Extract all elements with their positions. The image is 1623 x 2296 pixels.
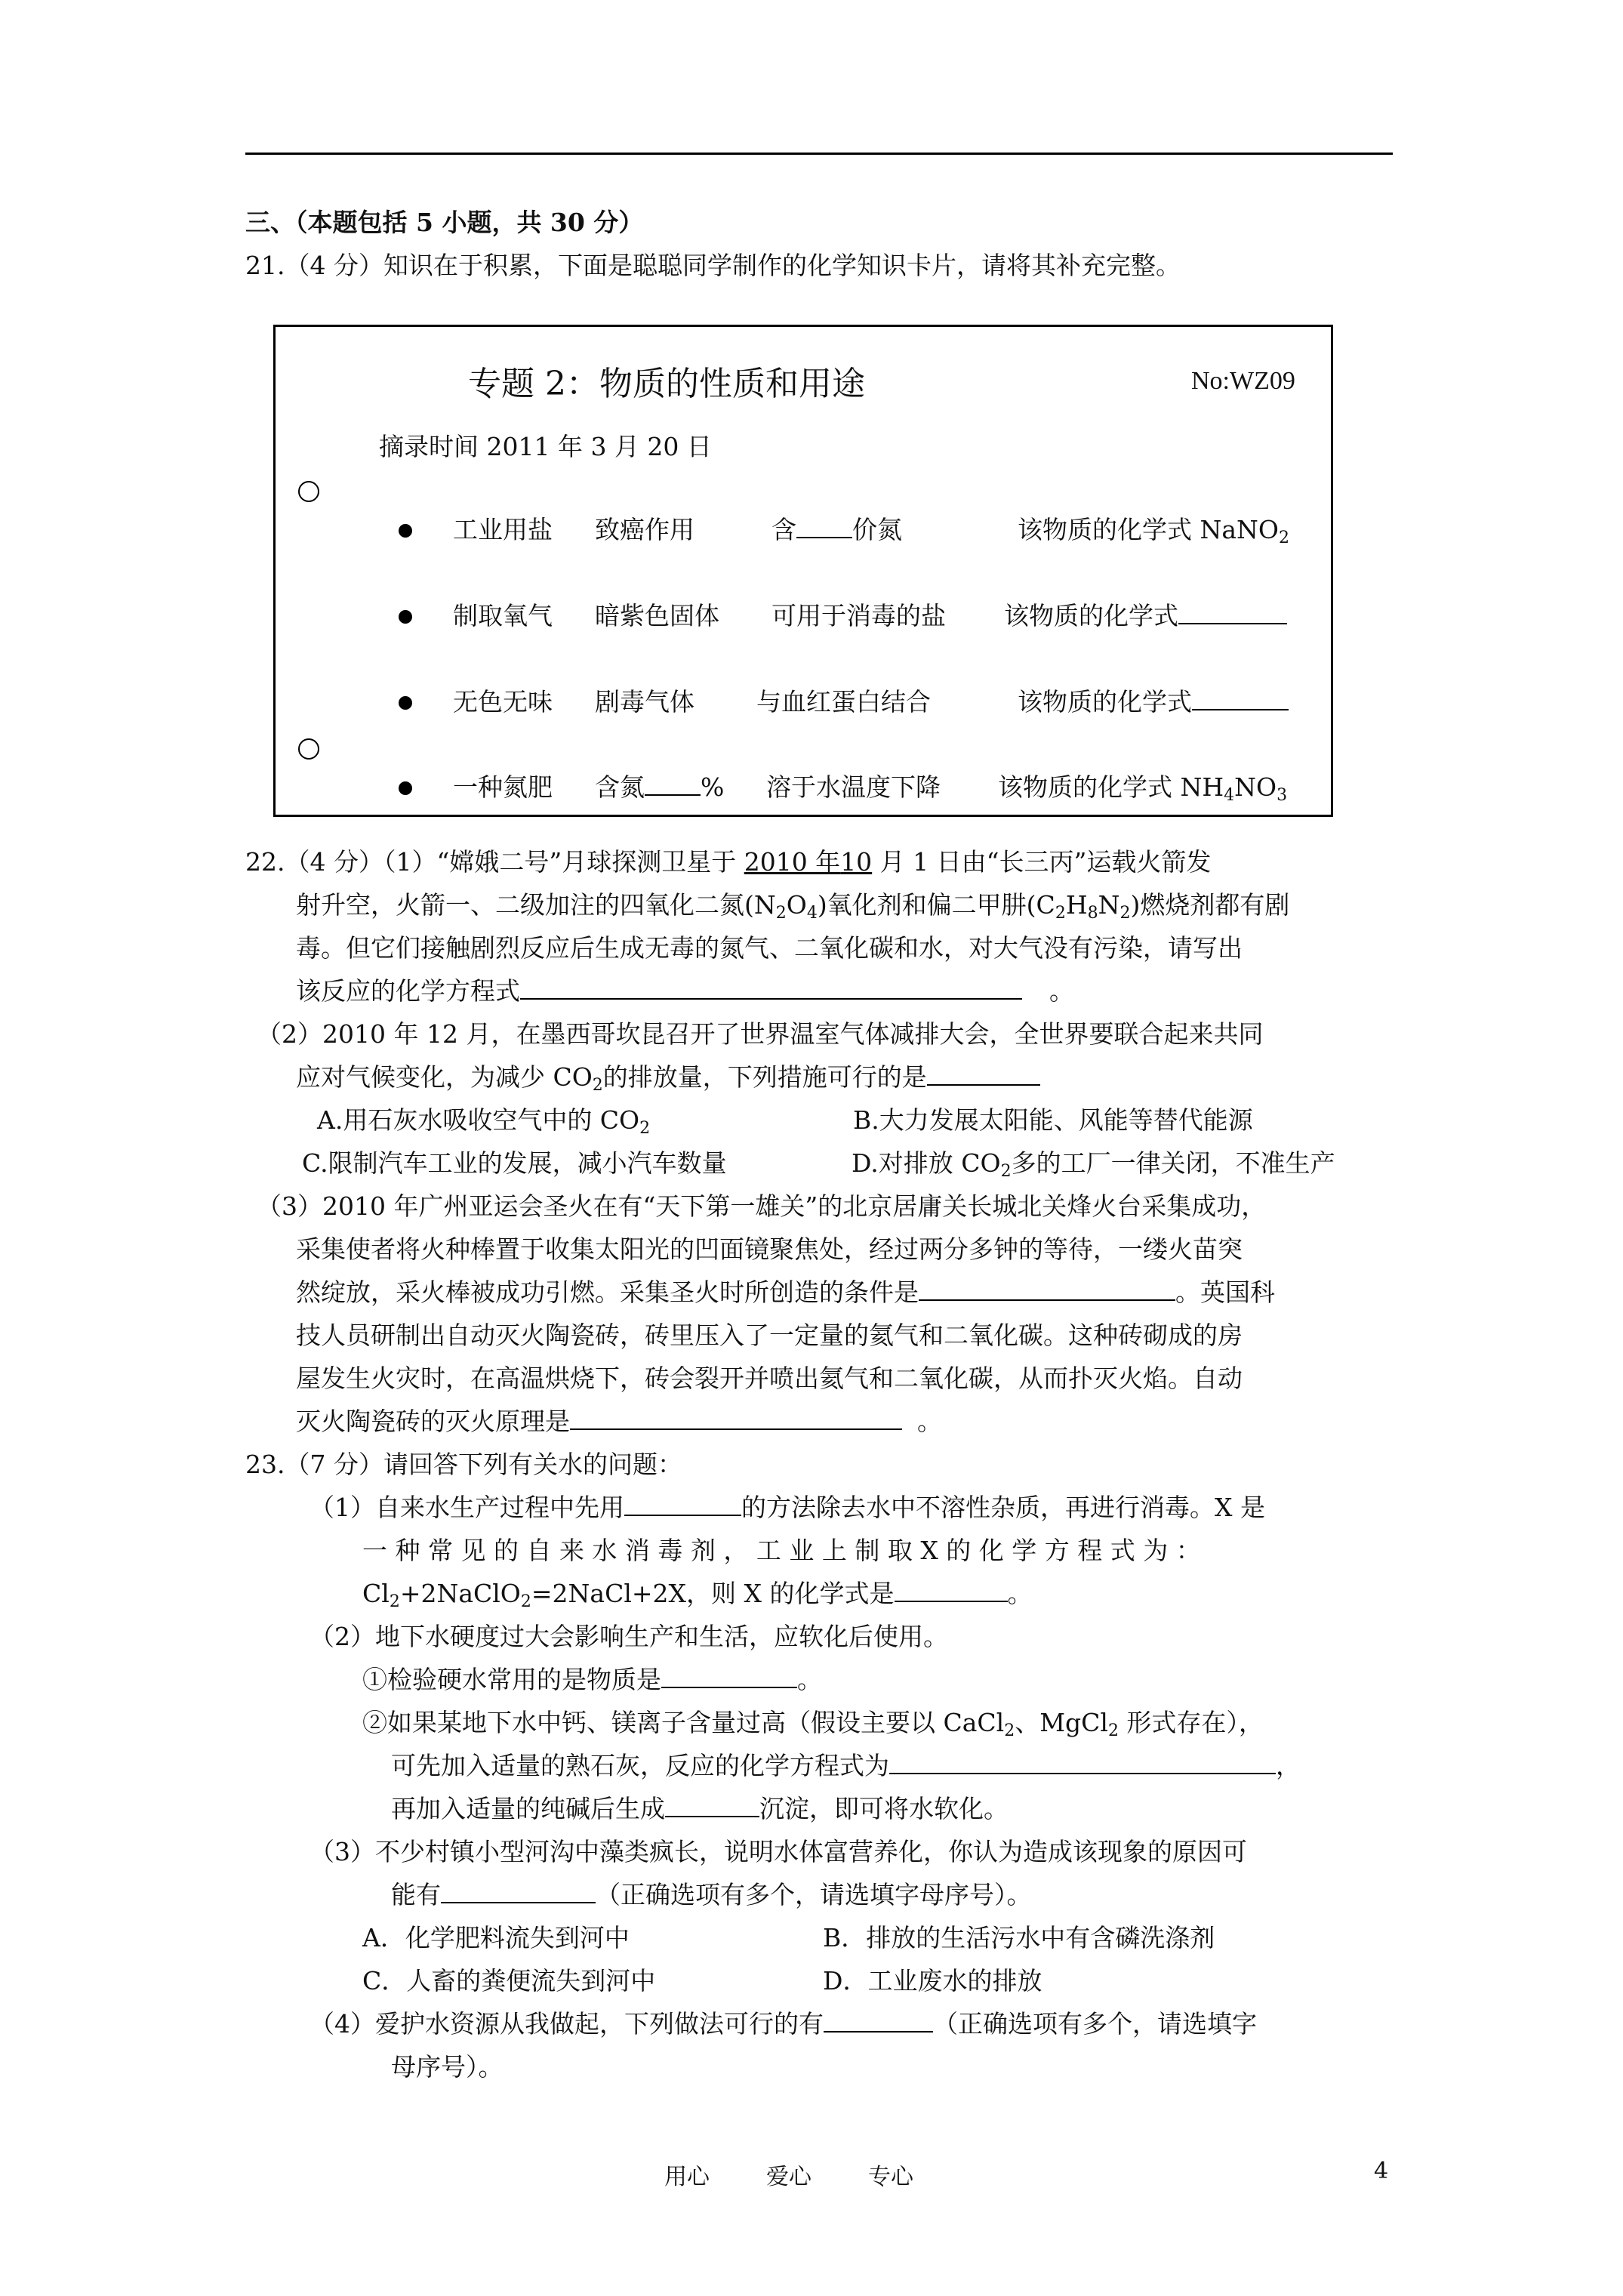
card-row-3-b: 剧毒气体 <box>595 687 694 717</box>
q22-line-14: 灭火陶瓷砖的灭火原理是 。 <box>296 1407 942 1436</box>
q23-intro: 23.（7 分）请回答下列有关水的问题： <box>245 1450 682 1479</box>
card-row-3-c: 与血红蛋白结合 <box>756 687 931 717</box>
card-row-2-b: 暗紫色固体 <box>595 601 719 630</box>
q23-part1-line1: （1）自来水生产过程中先用 的方法除去水中不溶性杂质，再进行消毒。X 是 <box>310 1493 1265 1522</box>
q22-line-1: 22.（4 分）（1）“嫦娥二号”月球探测卫星于 2010 年10 月 1 日由“长三丙”运载火箭发 <box>245 847 1212 877</box>
method-blank[interactable] <box>624 1492 741 1516</box>
footer-mid: 爱心 <box>766 2164 812 2190</box>
causes-blank[interactable] <box>441 1879 596 1903</box>
card-row-1-a: 工业用盐 <box>453 515 553 544</box>
footer-left: 用心 <box>664 2164 710 2190</box>
card-row-4-c: 溶于水温度下降 <box>766 772 941 802</box>
q23-part1-line2: 一 种 常 见 的 自 来 水 消 毒 剂 ， 工 业 上 制 取 X 的 化 学 方 程 式 为 ： <box>362 1536 1201 1565</box>
formula-blank[interactable] <box>1178 600 1287 624</box>
card-row-4-formula: 该物质的化学式 $NH_4NO_3$ <box>998 772 1288 805</box>
card-row-1-b: 致癌作用 <box>595 515 694 544</box>
answer-blank[interactable] <box>927 1062 1040 1086</box>
card-row-3-a: 无色无味 <box>453 687 553 717</box>
x-formula-blank[interactable] <box>895 1578 1008 1602</box>
practices-blank[interactable] <box>824 2008 933 2032</box>
condition-blank[interactable] <box>919 1277 1175 1301</box>
q23-part4-end: 母序号）。 <box>391 2052 504 2082</box>
bullet-icon <box>399 610 412 624</box>
card-number: No:WZ09 <box>1191 367 1295 395</box>
q22-line-3: 毒。但它们接触剧烈反应后生成无毒的氮气、二氧化碳和水，对大气没有污染，请写出 <box>296 933 1243 963</box>
section-title: 三、（本题包括 5 小题，共 30 分） <box>245 208 644 237</box>
q23-part1-line3: $Cl_2+2NaClO_2=2NaCl+2X$，则 X 的化学式是 。 <box>362 1579 1033 1611</box>
card-date: 摘录时间 2011 年 3 月 20 日 <box>379 432 712 461</box>
q22-line-2: 射升空，火箭一、二级加注的四氧化二氮$(N_2O_4)$氧化剂和偏二甲肼$(C_2H_8N_2)$燃烧剂都有剧 <box>296 890 1290 923</box>
q23-option-d: D．工业废水的排放 <box>823 1966 1042 1996</box>
lime-equation-blank[interactable] <box>889 1750 1276 1774</box>
card-row-2-c: 可用于消毒的盐 <box>771 601 946 630</box>
card-row-4-a: 一种氮肥 <box>453 772 553 802</box>
percent-blank[interactable] <box>645 772 701 796</box>
q22-line-12: 技人员研制出自动灭火陶瓷砖，砖里压入了一定量的氦气和二氧化碳。这种砖砌成的房 <box>296 1321 1243 1350</box>
q22-line-10: 采集使者将火种棒置于收集太阳光的凹面镜聚焦处，经过两分多钟的等待，一缕火苗突 <box>296 1234 1243 1264</box>
q22-line-11: 然绽放，采火棒被成功引燃。采集圣火时所创造的条件是 。英国科 <box>296 1277 1275 1307</box>
card-title: 专题 2：物质的性质和用途 <box>468 365 865 403</box>
card-row-1-c: 含 价氮 <box>771 515 902 544</box>
q22-option-b: B.大力发展太阳能、风能等替代能源 <box>853 1105 1253 1135</box>
card-row-1-formula: 该物质的化学式 NaNO$_2$ <box>1018 515 1289 547</box>
bullet-icon <box>399 524 412 538</box>
q23-part4: （4）爱护水资源从我做起，下列做法可行的有 （正确选项有多个，请选填字 <box>310 2009 1257 2039</box>
q22-option-d: D.对排放 $CO_2$多的工厂一律关闭，不准生产 <box>852 1148 1335 1181</box>
substance-blank[interactable] <box>661 1664 797 1688</box>
q23-part3: （3）不少村镇小型河沟中藻类疯长，说明水体富营养化，你认为造成该现象的原因可 <box>310 1837 1247 1866</box>
card-row-3-formula: 该物质的化学式 <box>1018 686 1289 719</box>
q22-line-4: 该反应的化学方程式 。 <box>296 976 1074 1006</box>
valence-blank[interactable] <box>796 514 852 538</box>
q23-option-c: C．人畜的粪便流失到河中 <box>362 1966 656 1996</box>
q22-line-13: 屋发生火灾时，在高温烘烧下，砖会裂开并喷出氦气和二氧化碳，从而扑灭火焰。自动 <box>296 1364 1243 1393</box>
q22-option-a: A.用石灰水吸收空气中的 $CO_2$ <box>317 1105 651 1138</box>
q22-option-c: C.限制汽车工业的发展，减小汽车数量 <box>302 1148 727 1178</box>
principle-blank[interactable] <box>570 1406 902 1430</box>
bullet-icon <box>399 696 412 710</box>
q22-line-5: （2）2010 年 12 月，在墨西哥坎昆召开了世界温室气体减排大会，全世界要联合起来共同 <box>257 1019 1264 1049</box>
page-number: 4 <box>1374 2158 1389 2184</box>
bullet-icon <box>399 781 412 795</box>
hole-circle-icon <box>298 738 319 760</box>
q22-line-9: （3）2010 年广州亚运会圣火在有“天下第一雄关”的北京居庸关长城北关烽火台采集成功， <box>257 1191 1267 1221</box>
q23-part2-b: ②如果某地下水中钙、镁离子含量过高（假设主要以 CaCl$_2$、MgCl$_2$ 形式存在）， <box>362 1708 1264 1740</box>
hole-circle-icon <box>298 481 319 502</box>
q23-part2: （2）地下水硬度过大会影响生产和生活，应软化后使用。 <box>310 1622 948 1651</box>
q23-option-b: B．排放的生活污水中有含磷洗涤剂 <box>823 1923 1215 1952</box>
q21-intro: 21.（4 分）知识在于积累，下面是聪聪同学制作的化学知识卡片，请将其补充完整。 <box>245 251 1181 280</box>
q22-line-6: 应对气候变化，为减少 $CO_2$的排放量，下列措施可行的是 <box>296 1061 1040 1102</box>
card-row-4-b: 含氮 % <box>595 772 725 802</box>
q23-option-a: A．化学肥料流失到河中 <box>362 1923 630 1952</box>
q23-part2-a: ①检验硬水常用的是物质是 。 <box>362 1665 822 1694</box>
footer-right: 专心 <box>868 2164 913 2190</box>
card-row-2-a: 制取氧气 <box>453 601 553 630</box>
q23-part2-c: 可先加入适量的熟石灰，反应的化学方程式为 ， <box>391 1751 1301 1780</box>
card-row-2-formula: 该物质的化学式 <box>1004 599 1287 633</box>
formula-blank[interactable] <box>1192 686 1289 710</box>
equation-blank[interactable] <box>520 975 1022 1000</box>
q23-part2-d: 再加入适量的纯碱后生成 沉淀，即可将水软化。 <box>391 1794 1009 1823</box>
header-rule <box>245 153 1393 155</box>
precipitate-blank[interactable] <box>665 1793 759 1817</box>
q23-part3-b: 能有 （正确选项有多个，请选填字母序号）。 <box>391 1880 1032 1909</box>
